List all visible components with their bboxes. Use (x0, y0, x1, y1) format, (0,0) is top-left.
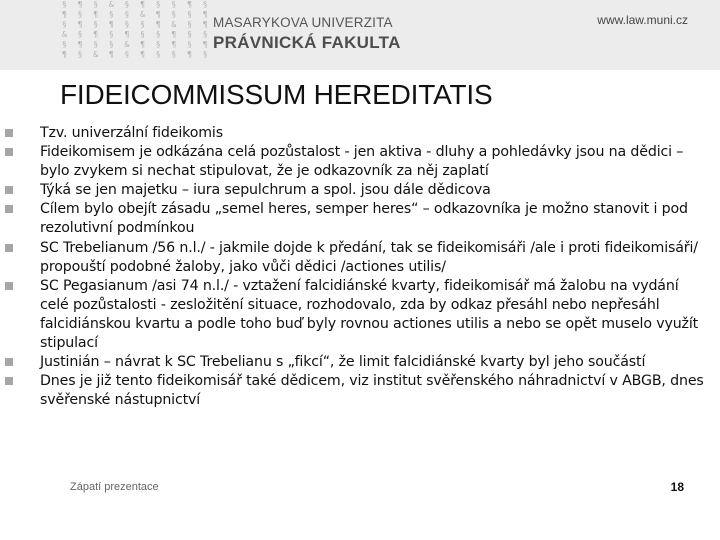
bullet-square-icon (5, 358, 13, 366)
bullet-text: SC Trebelianum /56 n.l./ - jakmile dojde k předání, tak se fideikomisáři /ale i proti fideikomisáři/ propouští podobné žaloby, jako vůči dědici /actiones utilis/ (40, 239, 698, 275)
bullet-text: Týká se jen majetku – iura sepulchrum a spol. jsou dále dědicova (40, 182, 491, 199)
bullet-square-icon (5, 244, 13, 252)
bullet-square-icon (5, 377, 13, 385)
bullet-text: Dnes je již tento fideikomisář také dědicem, viz institut svěřenského náhradnictví v ABGB, dnes svěřenské nástupnictví (40, 373, 704, 409)
bullet-text: Tzv. univerzální fideikomis (40, 125, 223, 141)
bullet-item (0, 200, 716, 238)
bullet-item (0, 239, 716, 277)
bullet-list (0, 124, 716, 410)
bullet-square-icon (5, 205, 13, 213)
bullet-square-icon (5, 148, 13, 156)
page-number: 18 (670, 480, 684, 494)
logo-pattern: § ¶ § & § ¶ § § ¶ § ¶ § ¶ § § & ¶ § § ¶ § ¶ § ¶ § § ¶ & § ¶ & § ¶ § ¶ § § ¶ § § § ¶ § § & ¶ § ¶ § ¶ ¶ § & ¶ § ¶ § § ¶ § (62, 0, 211, 59)
footer-text: Zápatí prezentace (70, 481, 159, 493)
bullet-text: Cílem bylo obejít zásadu „semel heres, semper heres“ – odkazovníka je možno stanovit i pod rezolutivní podmínkou (40, 201, 688, 237)
university-name: MASARYKOVA UNIVERZITA (213, 15, 393, 30)
bullet-text: SC Pegasianum /asi 74 n.l./ - vztažení falcidiánské kvarty, fideikomisář má žalobu na vydání celé pozůstalosti - zesložitění situace, rozhodovalo, zda by odkaz přesáhl nebo nepřesáhl falcidiánskou kvartu a podle toho buď byly rovnou actiones utilis a nebo se opět muselo využít stipulací (40, 277, 699, 352)
website-url[interactable]: www.law.muni.cz (597, 13, 688, 27)
bullet-square-icon (5, 282, 13, 290)
bullet-item (0, 181, 716, 200)
bullet-square-icon (5, 186, 13, 194)
bullet-item (0, 353, 716, 372)
bullet-text: Justinián – návrat k SC Trebelianu s „fikcí“, že limit falcidiánské kvarty byl jeho součástí (40, 354, 646, 371)
bullet-item (0, 277, 716, 353)
header-band (0, 0, 720, 70)
bullet-item (0, 124, 716, 143)
faculty-name: PRÁVNICKÁ FAKULTA (213, 33, 401, 52)
bullet-square-icon (5, 129, 13, 137)
bullet-item (0, 372, 716, 410)
bullet-item (0, 143, 716, 181)
slide-title: FIDEICOMMISSUM HEREDITATIS (60, 79, 493, 110)
bullet-text: Fideikomisem je odkázána celá pozůstalost - jen aktiva - dluhy a pohledávky jsou na dědici – bylo zvykem si nechat stipulovat, že je odkazovník za něj zaplatí (40, 144, 684, 180)
